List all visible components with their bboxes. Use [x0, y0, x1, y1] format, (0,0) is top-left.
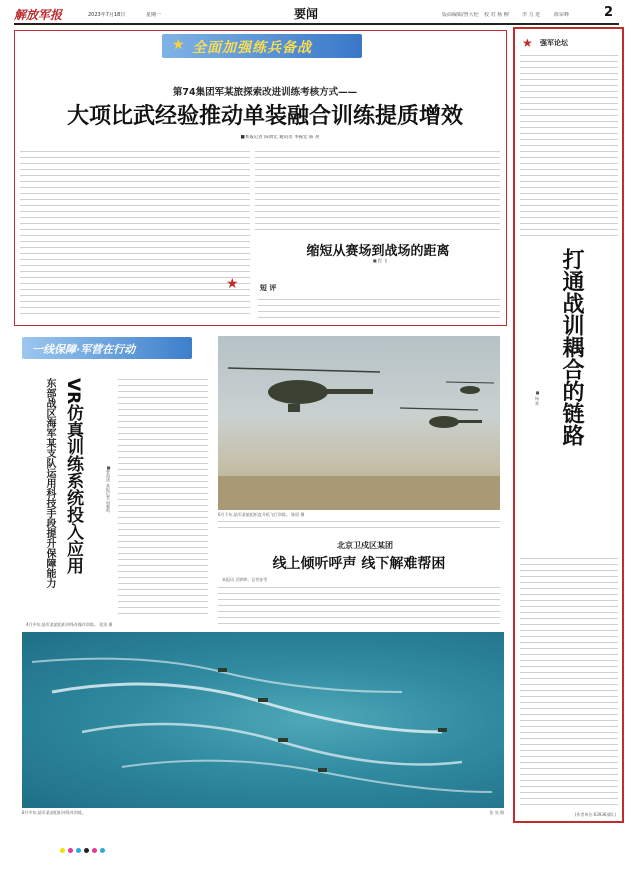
bottom-byline: 本报讯 吴婷婷、记者孙雪 — [222, 577, 268, 582]
column-author: ■ 杨 欢 — [535, 390, 540, 406]
banner-star-icon: ★ — [172, 37, 185, 53]
editor-credit-2: 校 对 杨 柳 — [484, 12, 509, 18]
registration-dot — [84, 848, 89, 853]
vr-banner-text: 一线保障·军营在行动 — [32, 343, 136, 356]
section-title: 要闻 — [294, 7, 319, 21]
registration-dot — [68, 848, 73, 853]
comment-star-icon: ★ — [226, 276, 239, 292]
boat-wakes — [22, 632, 504, 808]
sea-credit: 张 亮 摄 — [489, 810, 504, 815]
registration-dot — [76, 848, 81, 853]
editor-credit: 版面编辑/曾大伦 — [442, 12, 479, 18]
vr-body-text — [118, 376, 208, 614]
bottom-body-text — [218, 584, 500, 628]
lead-banner — [162, 34, 362, 58]
column-headline: 打通战训耦合的链路 — [559, 248, 584, 446]
registration-dot — [92, 848, 97, 853]
vr-headline: VR仿真训练系统投入应用 — [63, 378, 83, 575]
sub-headline: 缩短从赛场到战场的距离 — [306, 244, 450, 259]
sub-byline: ■ 程 飞 — [372, 258, 388, 263]
photo-caption: 6月下旬,陆军某旅组织直升机飞行训练。 陈昭 摄 — [218, 512, 305, 517]
masthead-weekday: 星期一 — [146, 12, 162, 18]
bottom-headline: 线上倾听呼声 线下解难帮困 — [272, 556, 446, 572]
middle-body-text — [218, 518, 500, 528]
masthead — [14, 5, 619, 25]
helicopter-silhouettes — [218, 336, 500, 510]
helicopter-photo — [218, 336, 500, 510]
column-body-text-2 — [520, 555, 618, 805]
column-body-text — [520, 52, 618, 240]
vr-byline: ■曾海涛 本报记者 向黎鸣 — [106, 465, 111, 513]
masthead-date: 2023年7月18日 — [88, 12, 126, 18]
comment-body-text — [258, 296, 500, 322]
registration-dot — [100, 848, 105, 853]
column-label: 强军论坛 — [540, 39, 568, 47]
vr-photo-caption: 4月中旬,陆军某旅组织冲锋舟操作训练。 张黑 摄 — [26, 622, 113, 627]
sea-photo — [22, 632, 504, 808]
lead-headline: 大项比武经验推动单装融合训练提质增效 — [66, 103, 463, 129]
page-number: 2 — [604, 5, 614, 20]
lead-byline: ■本报记者 陈典宏 通讯员 李振宏 陈 亮 — [240, 135, 320, 140]
lead-body-text — [20, 148, 250, 318]
lead-banner-text: 全面加强练兵备战 — [192, 40, 312, 56]
masthead-logo: 解放军报 — [14, 8, 63, 22]
editor-credit-4: 陈荣峰 — [554, 12, 570, 18]
comment-label: 短 评 — [260, 284, 277, 292]
vr-banner — [22, 337, 192, 359]
lead-body-text-2 — [255, 148, 500, 231]
column-star-icon: ★ — [522, 36, 533, 50]
registration-dot — [60, 848, 65, 853]
column-footer: (作者单位:63936部队) — [574, 812, 616, 817]
editor-credit-3: 李 力 进 — [522, 12, 541, 18]
vr-deck: 东部战区海军某支队运用科技手段提升保障能力 — [44, 378, 55, 588]
lead-kicker: 第74集团军某旅探索改进训练考核方式—— — [172, 87, 358, 98]
registration-marks — [60, 848, 110, 854]
bottom-kicker: 北京卫戍区某团 — [337, 541, 393, 550]
sea-caption: 8月中旬,陆军某部组织冲锋舟训练。 — [22, 810, 86, 815]
